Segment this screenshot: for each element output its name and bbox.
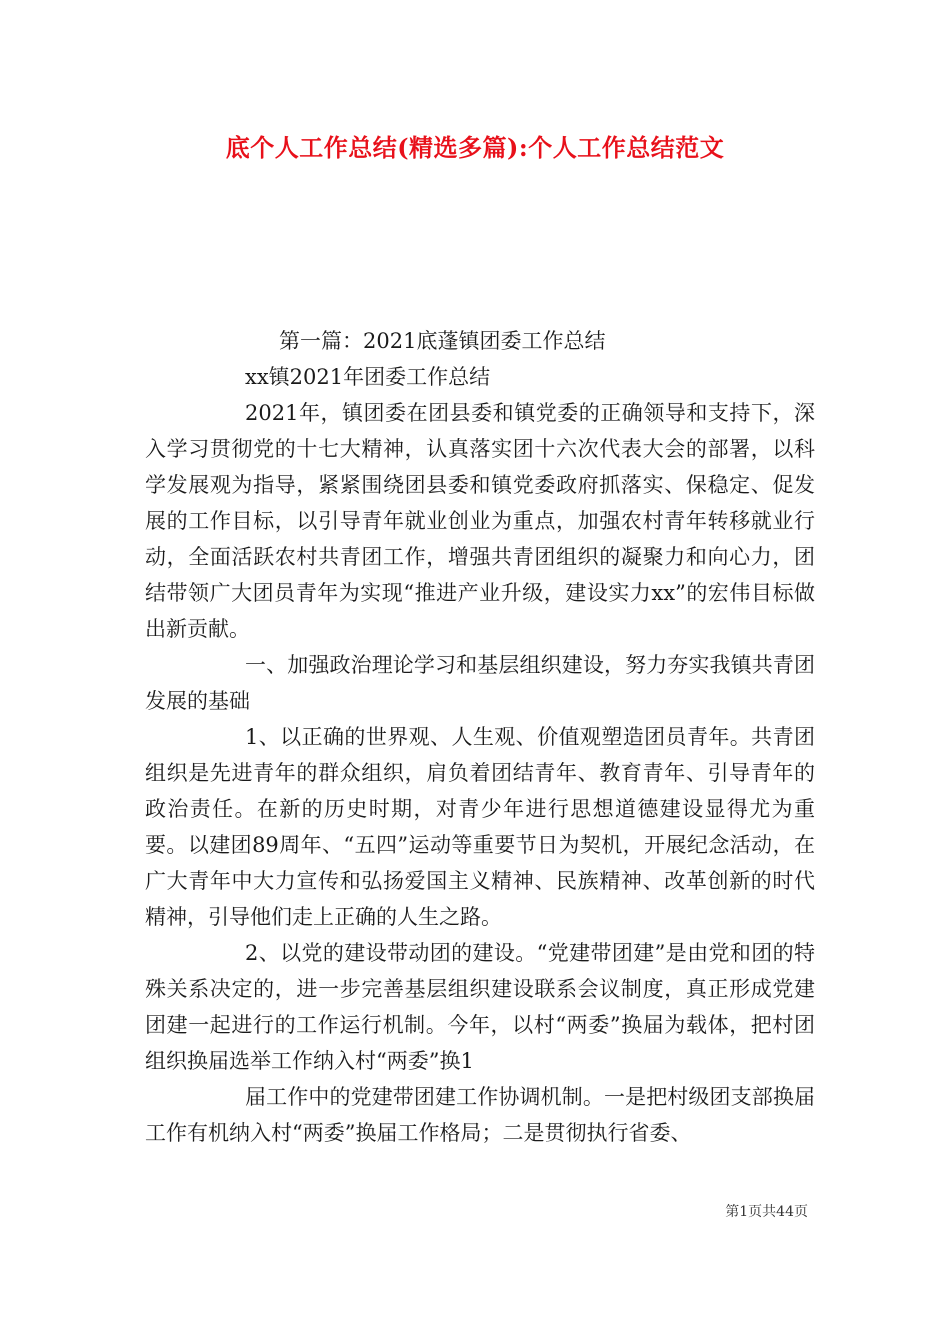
section-subheading: xx镇2021年团委工作总结 xyxy=(245,365,491,389)
body-paragraph: 2021年，镇团委在团县委和镇党委的正确领导和支持下，深入学习贯彻党的十七大精神，认真落实团十六次代表大会的部署，以科学发展观为指导，紧紧围绕团县委和镇党委政府抓落实、保稳定、促发展的工作目标，以引导青年就业创业为重点，加强农村青年转移就业行动，全面活跃农村共青团工作，增强共青团组织的凝聚力和向心力，团结带领广大团员青年为实现“推进产业升级，建设实力xx”的宏伟目标做出新贡献。 xyxy=(145,401,815,641)
document-body xyxy=(145,323,815,1151)
body-paragraph: 一、加强政治理论学习和基层组织建设，努力夯实我镇共青团发展的基础 xyxy=(145,653,815,713)
body-paragraph: 届工作中的党建带团建工作协调机制。一是把村级团支部换届工作有机纳入村“两委”换届工作格局；二是贯彻执行省委、 xyxy=(145,1085,815,1145)
document-title: 底个人工作总结(精选多篇):个人工作总结范文 xyxy=(225,133,725,162)
body-paragraph: 2、以党的建设带动团的建设。“党建带团建”是由党和团的特殊关系决定的，进一步完善基层组织建设联系会议制度，真正形成党建团建一起进行的工作运行机制。今年，以村“两委”换届为载体，把村团组织换届选举工作纳入村“两委”换1 xyxy=(145,941,815,1073)
page-number: 第1页共44页 xyxy=(725,1204,808,1220)
body-paragraph: 1、以正确的世界观、人生观、价值观塑造团员青年。共青团组织是先进青年的群众组织，肩负着团结青年、教育青年、引导青年的政治责任。在新的历史时期，对青少年进行思想道德建设显得尤为重要。以建团89周年、“五四”运动等重要节日为契机，开展纪念活动，在广大青年中大力宣传和弘扬爱国主义精神、民族精神、改革创新的时代精神，引导他们走上正确的人生之路。 xyxy=(145,725,815,929)
section-heading: 第一篇：2021底蓬镇团委工作总结 xyxy=(279,329,606,353)
